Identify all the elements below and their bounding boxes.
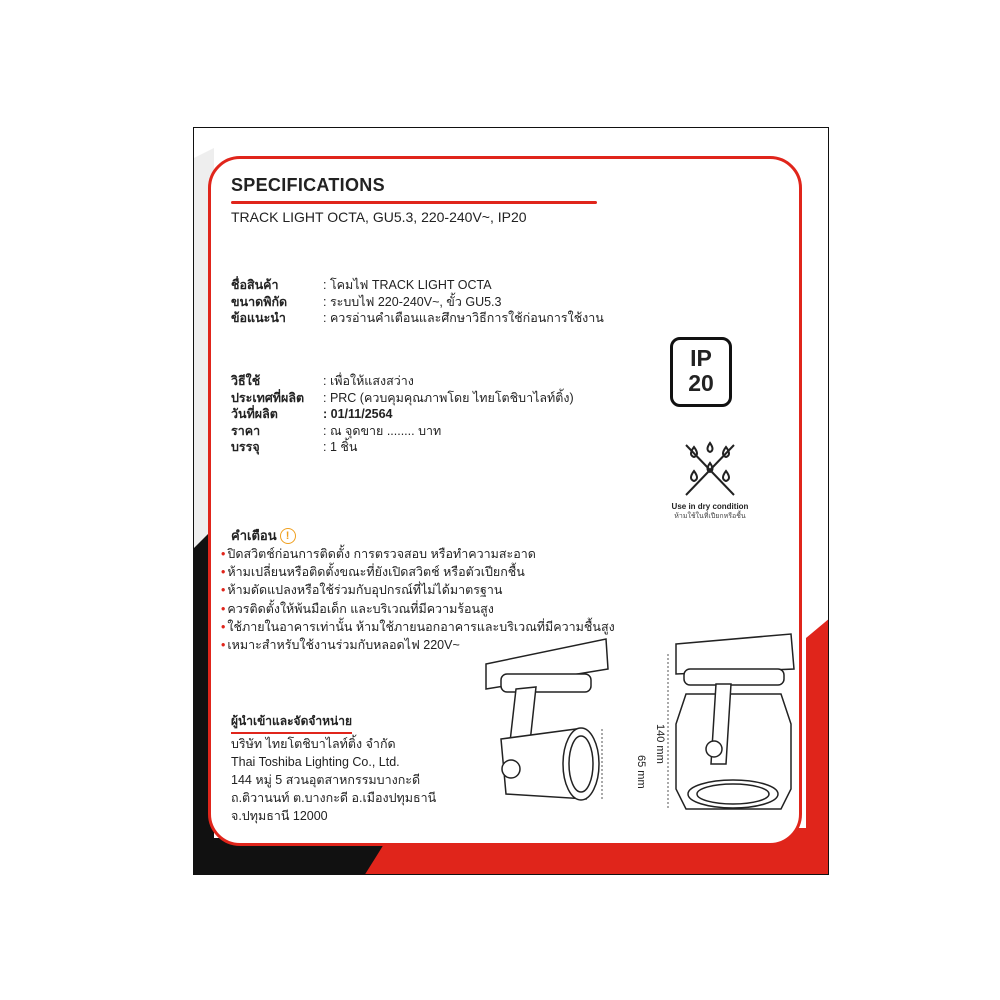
spec-value: : PRC (ควบคุมคุณภาพโดย ไทยโตชิบาไลท์ติ้ง)	[323, 390, 574, 405]
spec-row	[231, 277, 604, 294]
spec-label: บรรจุ	[231, 440, 260, 454]
spec-row	[231, 373, 574, 390]
warning-text: ห้ามเปลี่ยนหรือติดตั้งขณะที่ยังเปิดสวิตช์ หรือตัวเปียกชื้น	[227, 565, 525, 580]
spec-row	[231, 294, 604, 311]
address-line: จ.ปทุมธานี 12000	[231, 809, 328, 823]
track-light-front-view	[656, 624, 806, 814]
address-line: 144 หมู่ 5 สวนอุตสาหกรรมบางกะดี	[231, 773, 421, 787]
page-title: SPECIFICATIONS	[231, 175, 385, 195]
spec-label: วิธีใช้	[231, 374, 261, 388]
warning-item: • ห้ามดัดแปลงหรือใช้ร่วมกับอุปกรณ์ที่ไม่ได้มาตรฐาน	[221, 583, 503, 598]
warning-heading	[231, 525, 296, 546]
warning-item: • ปิดสวิตช์ก่อนการติดตั้ง การตรวจสอบ หรือทำความสะอาด	[221, 547, 536, 561]
height-dimension: 140 mm	[654, 724, 666, 764]
track-light-side-view	[466, 629, 631, 809]
ip-label: IP	[690, 345, 712, 371]
warning-text: ควรติดตั้งให้พ้นมือเด็ก และบริเวณที่มีความร้อนสูง	[227, 601, 494, 616]
importer-address	[231, 735, 436, 825]
spec-value: : ณ จุดขาย ........ บาท	[323, 423, 442, 438]
spec-value: : 1 ชิ้น	[323, 440, 358, 454]
spec-sheet	[193, 127, 829, 875]
spec-value: : ควรอ่านคำเตือนและศึกษาวิธีการใช้ก่อนการใช้งาน	[323, 311, 604, 325]
exclamation-icon: !	[280, 528, 296, 544]
warning-item: • ควรติดตั้งให้พ้นมือเด็ก และบริเวณที่มีความร้อนสูง	[221, 601, 494, 616]
address-line: บริษัท ไทยโตชิบาไลท์ติ้ง จำกัด	[231, 737, 396, 751]
spec-row	[231, 423, 574, 440]
warning-item: • ห้ามเปลี่ยนหรือติดตั้งขณะที่ยังเปิดสวิตช์ หรือตัวเปียกชื้น	[221, 565, 525, 580]
spec-label: ข้อแนะนำ	[231, 311, 286, 325]
spec-label: ประเทศที่ผลิต	[231, 390, 305, 405]
warning-item: • ใช้ภายในอาคารเท่านั้น ห้ามใช้ภายนอกอาคารและบริเวณที่มีความชื้นสูง	[221, 619, 615, 634]
spec-row	[231, 439, 574, 456]
title-underline	[231, 201, 597, 204]
importer-heading: ผู้นำเข้าและจัดจำหน่าย	[231, 712, 352, 734]
spec-card	[208, 156, 802, 846]
spec-value: : ระบบไฟ 220-240V~, ขั้ว GU5.3	[323, 294, 502, 309]
address-line: Thai Toshiba Lighting Co., Ltd.	[231, 755, 400, 769]
spec-value: : 01/11/2564	[323, 407, 393, 421]
spec-label: ขนาดพิกัด	[231, 294, 288, 309]
warning-title: คำเตือน	[231, 528, 277, 543]
ip20-badge	[670, 337, 732, 407]
address-line: ถ.ติวานนท์ ต.บางกะดี อ.เมืองปทุมธานี	[231, 791, 437, 805]
spec-value: : เพื่อให้แสงสว่าง	[323, 374, 414, 388]
spec-group-2	[231, 373, 574, 456]
spec-row	[231, 406, 574, 423]
spec-value: : โคมไฟ TRACK LIGHT OCTA	[323, 278, 492, 292]
ip-rating: 20	[688, 370, 714, 396]
warning-text: ห้ามดัดแปลงหรือใช้ร่วมกับอุปกรณ์ที่ไม่ได้มาตรฐาน	[227, 583, 503, 598]
dry-condition-en: Use in dry condition	[671, 502, 749, 511]
spec-row	[231, 310, 604, 327]
no-water-icon	[680, 441, 740, 497]
spec-group-1	[231, 277, 604, 327]
warning-item: • เหมาะสำหรับใช้งานร่วมกับหลอดไฟ 220V~	[221, 638, 460, 653]
spec-label: วันที่ผลิต	[231, 407, 278, 421]
spec-label: ชื่อสินค้า	[231, 278, 279, 292]
spec-row	[231, 390, 574, 407]
product-subtitle: TRACK LIGHT OCTA, GU5.3, 220-240V~, IP20	[231, 209, 527, 225]
diameter-dimension: 65 mm	[635, 755, 647, 789]
warning-text: เหมาะสำหรับใช้งานร่วมกับหลอดไฟ 220V~	[227, 638, 460, 653]
dry-condition-badge	[660, 441, 760, 522]
warning-text: ปิดสวิตช์ก่อนการติดตั้ง การตรวจสอบ หรือทำความสะอาด	[227, 547, 536, 561]
dry-condition-th: ห้ามใช้ในที่เปียกหรือชื้น	[674, 513, 746, 520]
warning-text: ใช้ภายในอาคารเท่านั้น ห้ามใช้ภายนอกอาคารและบริเวณที่มีความชื้นสูง	[227, 619, 615, 634]
spec-label: ราคา	[231, 423, 261, 438]
